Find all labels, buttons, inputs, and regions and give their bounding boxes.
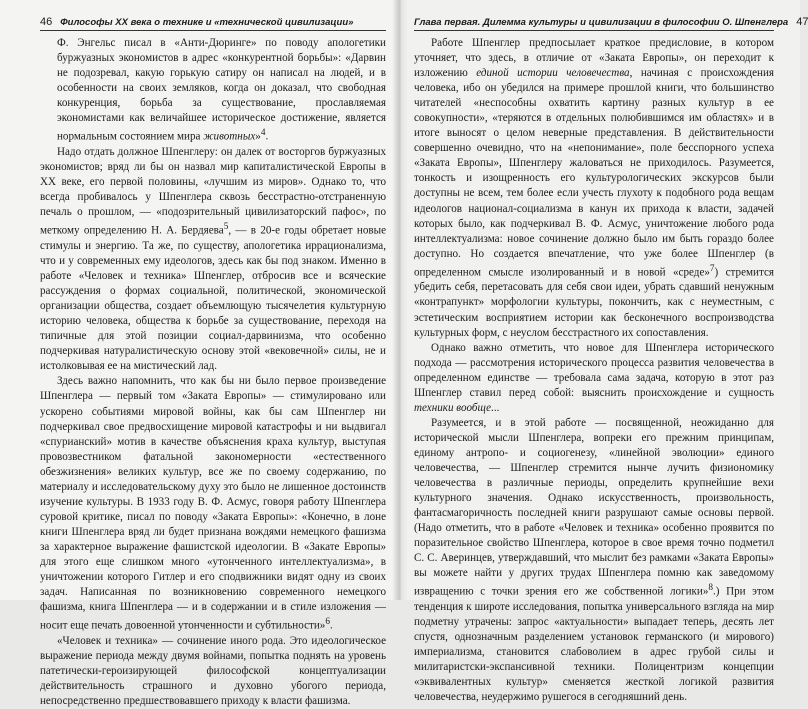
- right-page: [400, 0, 808, 704]
- left-page: [0, 0, 400, 708]
- right-running-head: [414, 16, 808, 31]
- left-running-title: Философы XX века о технике и «технической цивилизации»: [60, 17, 354, 28]
- left-paragraph: «Человек и техника» — сочинение иного рода. Это идеологическое выражение периода между двумя войнами, попытка поднять на уровень патетически-героизирующей философской концептуализации действительность страшного и духовно убогого периода, непосредственно предшествовавшего приходу к власти фашизма.: [40, 634, 386, 708]
- right-body-text: [414, 36, 774, 705]
- left-page-number: 46: [40, 16, 53, 28]
- left-paragraph: Ф. Энгельс писал в «Анти-Дюринге» по поводу апологетики буржуазных экономистов в адрес «конкурентной борьбы»: «Дарвин не подозревал, какую горькую сатиру он написал на людей, и в особенности на своих земляков, когда он доказал, что свободная конкуренция, борьба за существование, прославляемая экономистами как величайшее историческое достижение, является нормальным состоянием мира животных»$^4$.: [57, 37, 386, 143]
- right-paragraph: Однако важно отметить, что новое для Шпенглера исторического подхода — рассмотрения исторического процесса развития человечества в определенном единстве — требовала сама задача, которую в этот раз Шпенглер ставил перед собой: выяснить происхождение и сущность техники вообще...: [414, 341, 774, 414]
- left-body-text: [40, 36, 386, 709]
- left-paragraph: Надо отдать должное Шпенглеру: он далек от восторгов буржуазных экономистов; вряд ли бы он назвал мир капиталистической Европы в XX веке, его первой половины, «лучшим из миров». Однако то, что всегда пробивалось у Шпенглера сквозь бесстрастно-отстраненную печаль о прошлом, — «подозрительный цивилизаторский пафос», по меткому определению Н. А. Бердяева$^5$, — в 20-е годы обретает новые стимулы и энергию. Та же, по существу, апологетика иррационализма, что и у современных ему идеологов, здесь как бы под знаком. Именно в работе «Человек и техника» Шпенглер, отбросив все и всяческие рассуждения о формах социальной, политической, экономической организации общества, создает объемлющую тысячелетия культурную историю человека, общества к борьбе за существование, переходя на типичные для этой позиции социал-дарвинизма, что особенно подчеркивая натуралистическую основу этой «вековечной» силы, не и истолковывая ее на мистический лад.: [40, 146, 386, 373]
- right-paragraph: Разумеется, и в этой работе — посвященной, неожиданно для исторической мысли Шпенглера, вопреки его прежним принципам, единому антропо- и социогенезу, «линейной эволюции» единого человечества, — Шпенглер стремится нынче лучить физиономику человечества в различные периоды, определить крупнейшие вехи культурного значения. Однако искусственность, произвольность, фантасмагоричность последней книги разрушают самые основы первой. (Надо отметить, что в работе «Человек и техника» особенно проявится по поразительное свойство Шпенглера, которое в свое время точно подметил С. С. Аверинцев, утверждавший, что мыслит без рамками «Заката Европы» вы можете найти у других трудах Шпенглера помню как заведомому извращению с точки зрения его же собственной логики»$^8$.) При этом тенденция к широте исследования, попытка универсального взгляда на мир подметну утрачены: запрос «актуальности» выпадает теперь, десять лет спустя, однозначным разделением установок германского (и мирового) империализма, становится слабоволием в адрес грубой силы и милитаристски-экспансивной техники. Полицентризм концепции «эквивалентных культур» сменяется жесткой логикой развития человечества, неудержимо рушегося в сегодняшний день.: [414, 416, 774, 704]
- left-running-head: [40, 16, 386, 31]
- left-paragraph: Здесь важно напомнить, что как бы ни было первое произведение Шпенглера — первый том «Заката Европы» — стимулировано или ускорено событиями мировой войны, как бы сам Шпенглер ни подчеркивал свое предвосхищение мировой катастрофы и ни выдвигал «спурианский» мотив в качестве объяснения краха культур, выступая провозвестником фатальной закономерности «естественного обезжизнения» великих культур, все же по своему содержанию, по материалу и исследовательскому духу это было не лишенное достоинств изучение культуры. В 1933 году В. Ф. Асмус, говоря работу Шпенглера суровой критике, писал по поводу «Заката Европы»: «Конечно, в лоне книги Шпенглера вряд ли будет признана вождями немецкого фашизма за характерное выражение фашистской идеологии. В «Закате Европы» для этого еще слишком много «утонченного интеллектуализма», в уничтожении которого Гитлер и его сподвижники видят одну из своих задач. Написанная по возникновению современного немецкого фашизма, книга Шпенглера — и в содержании и в стиле изложения — носит еще печать довоенной утонченности и субтильности»$^6$.: [40, 375, 386, 632]
- right-page-number: 47: [796, 16, 808, 28]
- right-paragraph: Работе Шпенглер предпосылает краткое предисловие, в котором уточняет, что здесь, в отличие от «Заката Европы», он переходит к изложению единой истории человечества, начиная с происхождения человека, ибо он убедился на примере прошлой книги, что большинство читателей «неспособны охватить картину разных культур в ее совокупности», «теряются в отдельных полюбившимся им областях» и в итоге выносят о целом неверные представления. В действительности совершенно очевидно, что на «непонимание», поле бесспорного успеха «Заката Европы», Шпенглеру жаловаться не приходилось. Разумеется, тонкость и изощренность его культурологических экскурсов были доступны не всем, тем более если учесть глухоту к подобного рода вещам идеологов национал-социализма в канун их прихода к власти, задачей которых было, как подчеркивал В. Ф. Асмус, уничтожение любого рода интеллектуализма: новое сочинение должно было им быть гораздо более доступно. Но создается впечатление, что уже более Шпенглер (в определенном смысле изолированный и в новой «среде»$^7$) стремится убедить себя, перетасовать для себя свои идеи, убрать сдавший ненужным «контрапункт» морфологии культуры, покончить, как с неуместным, с эстетическим восприятием истории как бесконечного воспроизводства культурных форм, с неуслом бесстрастного их сопоставления.: [414, 37, 774, 339]
- right-running-title: Глава первая. Дилемма культуры и цивилизации в философии О. Шпенглера: [414, 17, 789, 28]
